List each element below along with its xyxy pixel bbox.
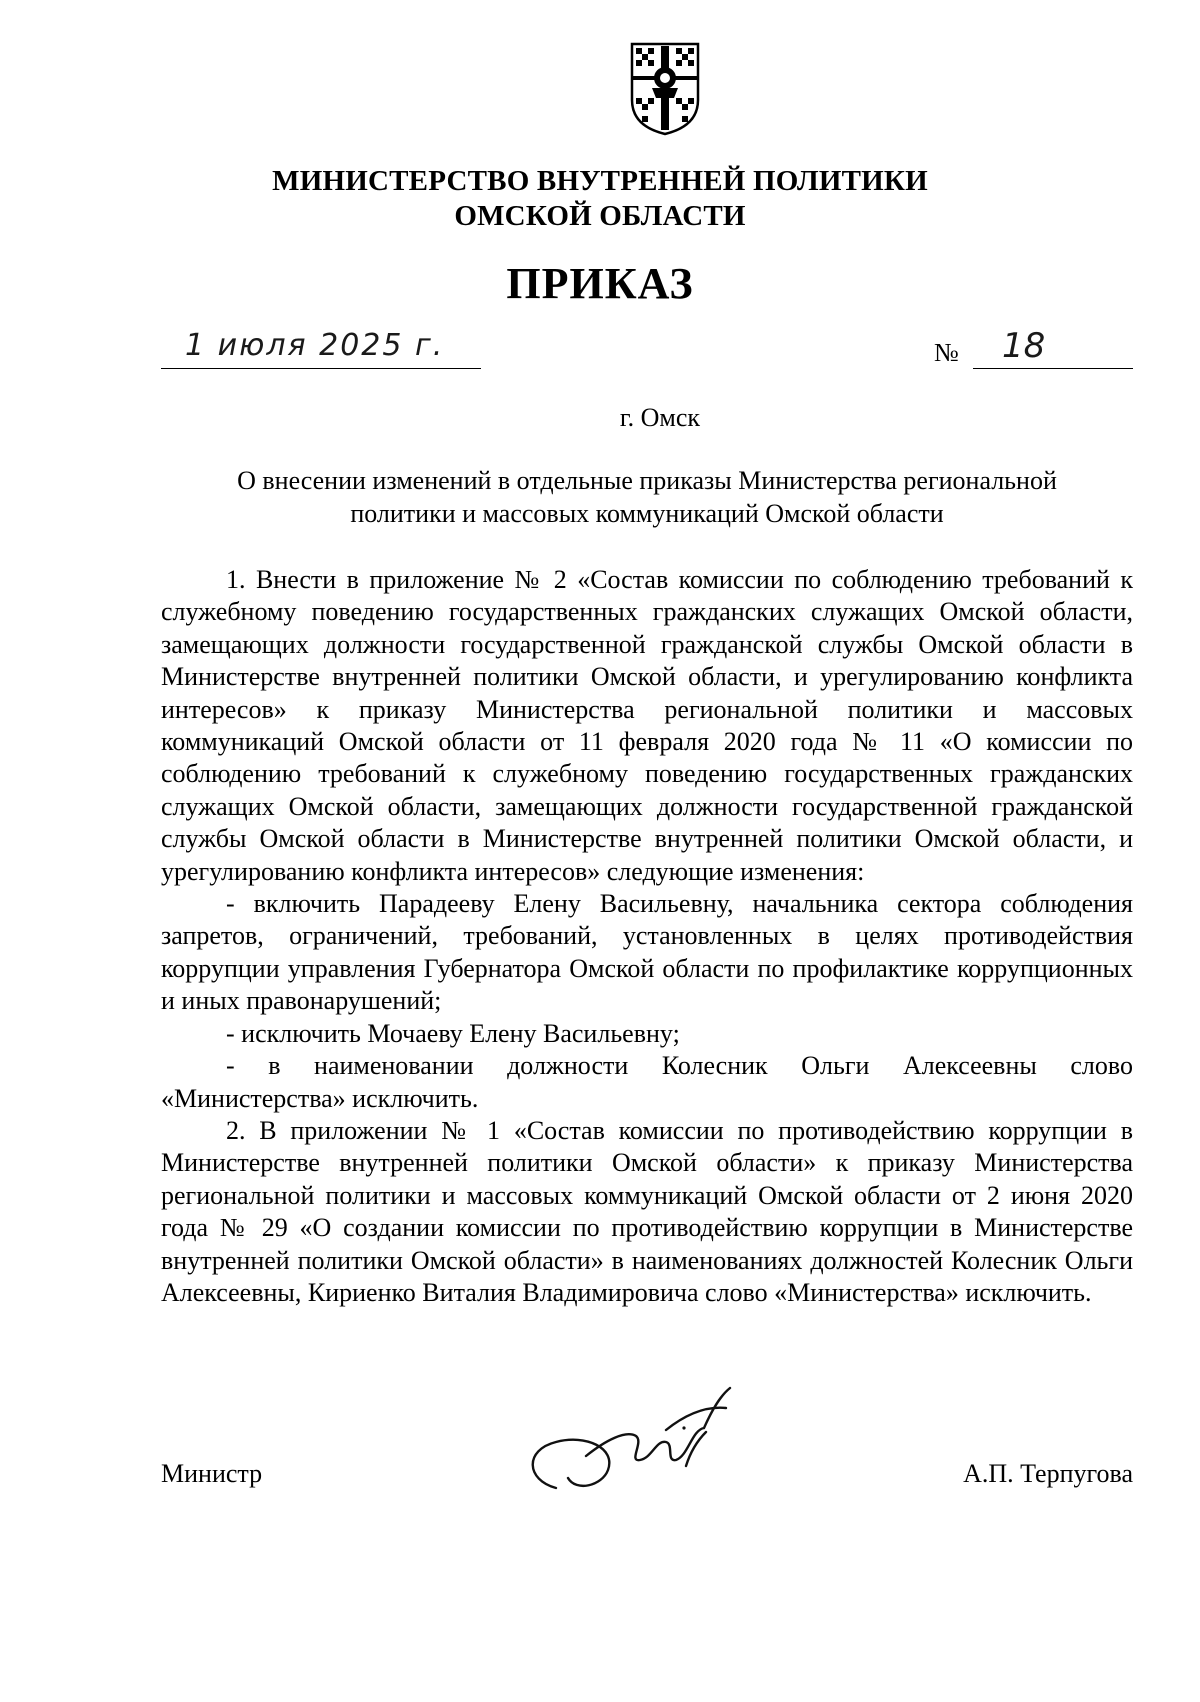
order-body	[161, 564, 1133, 1309]
paragraph-1: 1. Внести в приложение № 2 «Состав комиссии по соблюдению требований к служебному поведению государственных гражданских служащих Омской области, замещающих должности государственной гражданской службы Омской области в Министерстве внутренней политики Омской области, и урегулированию конфликта интересов» к приказу Министерства региональной политики и массовых коммуникаций Омской области от 11 февраля 2020 года № 11 «О комиссии по соблюдению требований к служебному поведению государственных гражданских служащих Омской области, замещающих должности государственной гражданской службы Омской области в Министерстве внутренней политики Омской области, и урегулированию конфликта интересов» следующие изменения:	[161, 565, 1133, 886]
number-underline	[973, 368, 1133, 369]
signatory-name: А.П. Терпугова	[963, 1459, 1133, 1488]
coat-of-arms-emblem	[628, 40, 702, 136]
handwritten-signature	[516, 1370, 746, 1520]
paragraph-include: - включить Парадееву Елену Васильевну, начальника сектора соблюдения запретов, ограничений, требований, установленных в целях противодействия коррупции управления Губернатора Омской области по профилактике коррупционных и иных правонарушений;	[161, 889, 1133, 1016]
ministry-name-line1: МИНИСТЕРСТВО ВНУТРЕННЕЙ ПОЛИТИКИ	[272, 165, 928, 197]
subject-line1: О внесении изменений в отдельные приказы Министерства региональной	[237, 466, 1057, 495]
paragraph-rename: - в наименовании должности Колесник Ольги Алексеевны слово «Министерства» исключить.	[161, 1051, 1133, 1113]
handwritten-date: 1 июля 2025 г.	[185, 328, 445, 363]
document-type-title: ПРИКАЗ	[506, 259, 694, 308]
city-line: г. Омск	[619, 403, 701, 432]
paragraph-2: 2. В приложении № 1 «Состав комиссии по противодействию коррупции в Министерстве внутренней политики Омской области» к приказу Министерства региональной политики и массовых коммуникаций Омской области от 2 июня 2020 года № 29 «О создании комиссии по противодействию коррупции в Министерстве внутренней политики Омской области» в наименованиях должностей Колесник Ольги Алексеевны, Кириенко Виталия Владимировича слово «Министерства» исключить.	[161, 1115, 1133, 1307]
subject-line2: политики и массовых коммуникаций Омской области	[350, 499, 944, 528]
paragraph-exclude: - исключить Мочаеву Елену Васильевну;	[226, 1018, 680, 1048]
number-sign: №	[934, 338, 959, 367]
ministry-name-line2: ОМСКОЙ ОБЛАСТИ	[454, 200, 746, 232]
signatory-role: Министр	[161, 1459, 263, 1488]
handwritten-order-number: 18	[1002, 326, 1046, 366]
date-underline	[161, 368, 481, 369]
